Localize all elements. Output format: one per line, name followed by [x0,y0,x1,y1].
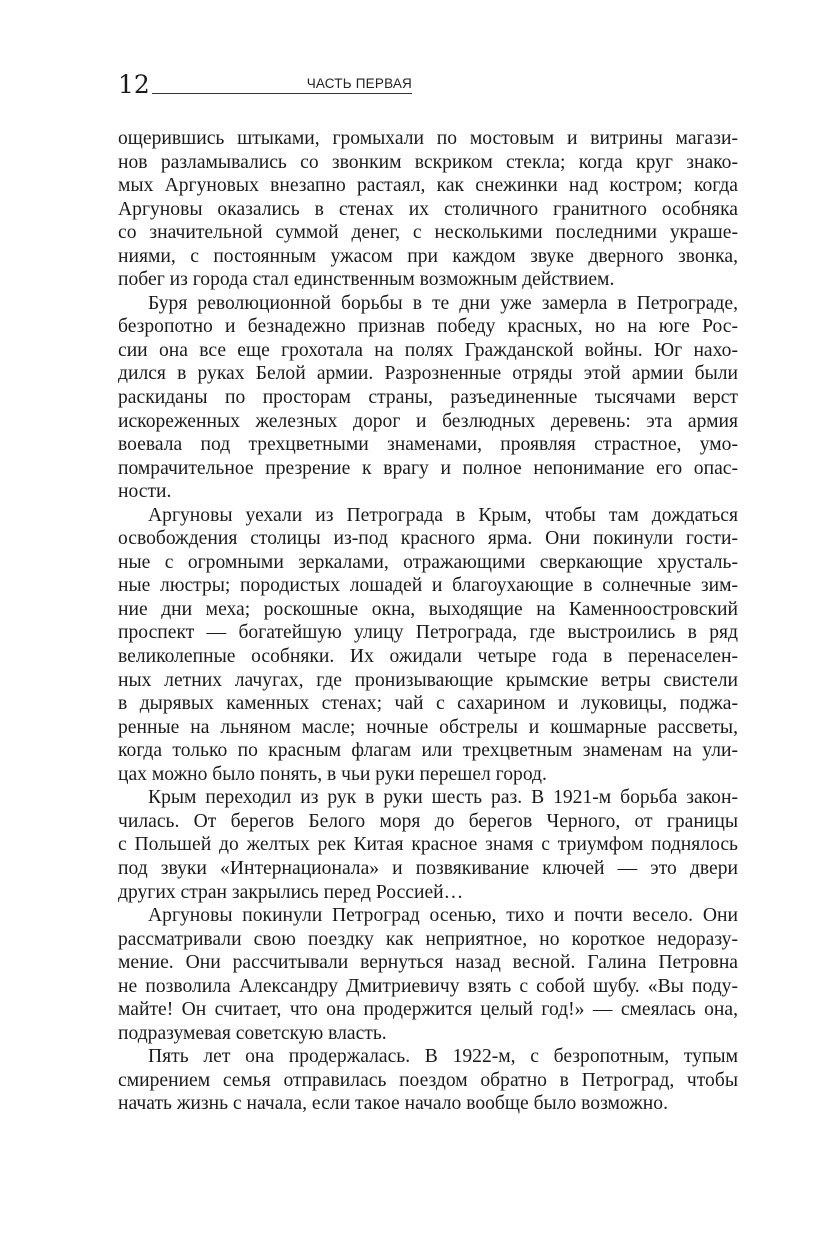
text-line: ные с огромными зеркалами, отражающими сверкающие хрусталь- [118,551,738,573]
text-line: ниями, с постоянным ужасом при каждом звуке дверного звонка, [118,245,738,267]
text-line: когда только по красным флагам или трехцветным знаменам на ули- [118,740,738,762]
text-line: Аргуновы оказались в стенах их столичного гранитного особняка [118,198,738,220]
paragraph [118,904,738,1045]
paragraph [118,127,738,292]
paragraph [118,504,738,787]
text-line: со значительной суммой денег, с несколькими последними украше- [118,222,738,244]
text-line: майте! Он считает, что она продержится целый год!» — смеялась она, [118,999,738,1021]
text-line: не позволила Александру Дмитриевичу взять с собой шубу. «Вы поду- [118,975,738,997]
text-line: освобождения столицы из-под красного ярма. Они покинули гости- [118,528,738,550]
text-line: побег из города стал единственным возможным действием. [118,269,615,291]
text-line: рассматривали свою поездку как неприятное, но короткое недоразу- [118,928,738,950]
paragraph [118,1045,738,1116]
text-line: цах можно было понять, в чьи руки перешел город. [118,763,547,785]
text-line: ние дни меха; роскошные окна, выходящие на Каменноостровский [118,598,738,620]
text-line: ности. [118,481,172,503]
text-line: нов разламывались со звонким вскриком стекла; когда круг знако- [118,151,738,173]
text-line: Крым переходил из рук в руки шесть раз. В 1921-м борьба закон- [148,787,738,809]
text-line: помрачительное презрение к врагу и полное непонимание его опас- [118,457,738,479]
text-line: под звуки «Интернационала» и позвякивание ключей — это двери [118,857,738,879]
text-line: сии она все еще грохотала на полях Гражданской войны. Юг нахо- [118,339,738,361]
text-line: безропотно и безнадежно признав победу красных, но на юге Рос- [118,316,738,338]
text-line: проспект — богатейшую улицу Петрограда, где выстроились в ряд [118,622,738,644]
page-number: 12 [118,70,150,99]
text-line: Пять лет она продержалась. В 1922-м, с безропотным, тупым [148,1046,738,1068]
text-line: Буря революционной борьбы в те дни уже замерла в Петрограде, [148,292,738,314]
body-text [118,127,738,1116]
text-line: чилась. От берегов Белого моря до берегов Черного, от границы [118,810,738,832]
text-line: ные люстры; породистых лошадей и благоухающие в солнечные зим- [118,575,738,597]
header-rule [152,93,412,94]
text-line: смирением семья отправилась поездом обратно в Петроград, чтобы [118,1069,738,1091]
text-line: Аргуновы уехали из Петрограда в Крым, чтобы там дождаться [148,504,738,526]
paragraph [118,786,738,904]
text-line: ных летних лачугах, где пронизывающие крымские ветры свистели [118,669,738,691]
text-line: ощерившись штыками, громыхали по мостовым и витрины магази- [118,128,738,149]
text-line: ренные на льняном масле; ночные обстрелы и кошмарные рассветы, [118,716,738,738]
text-line: мых Аргуновых внезапно растаял, как снежинки над костром; когда [118,175,738,197]
running-title: ЧАСТЬ ПЕРВАЯ [306,76,412,91]
text-line: начать жизнь с начала, если такое начало вообще было возможно. [118,1093,668,1115]
page-header [118,70,418,100]
text-line: мение. Они рассчитывали вернуться назад весной. Галина Петровна [118,952,738,974]
text-line: с Польшей до желтых рек Китая красное знамя с триумфом поднялось [118,834,738,856]
text-line: искореженных железных дорог и безлюдных деревень: эта армия [118,410,738,432]
text-line: Аргуновы покинули Петроград осенью, тихо и почти весело. Они [148,905,738,927]
text-line: раскиданы по просторам страны, разъединенные тысячами верст [118,387,738,409]
text-line: воевала под трехцветными знаменами, проявляя страстное, умо- [118,434,738,456]
text-line: дился в руках Белой армии. Разрозненные отряды этой армии были [118,363,738,385]
text-line: в дырявых каменных стенах; чай с сахарином и луковицы, поджа- [118,693,738,715]
text-line: других стран закрылись перед Россией… [118,881,464,903]
text-line: подразумевая советскую власть. [118,1022,387,1044]
paragraph [118,292,738,504]
text-line: великолепные особняки. Их ожидали четыре года в перенаселен- [118,646,738,668]
